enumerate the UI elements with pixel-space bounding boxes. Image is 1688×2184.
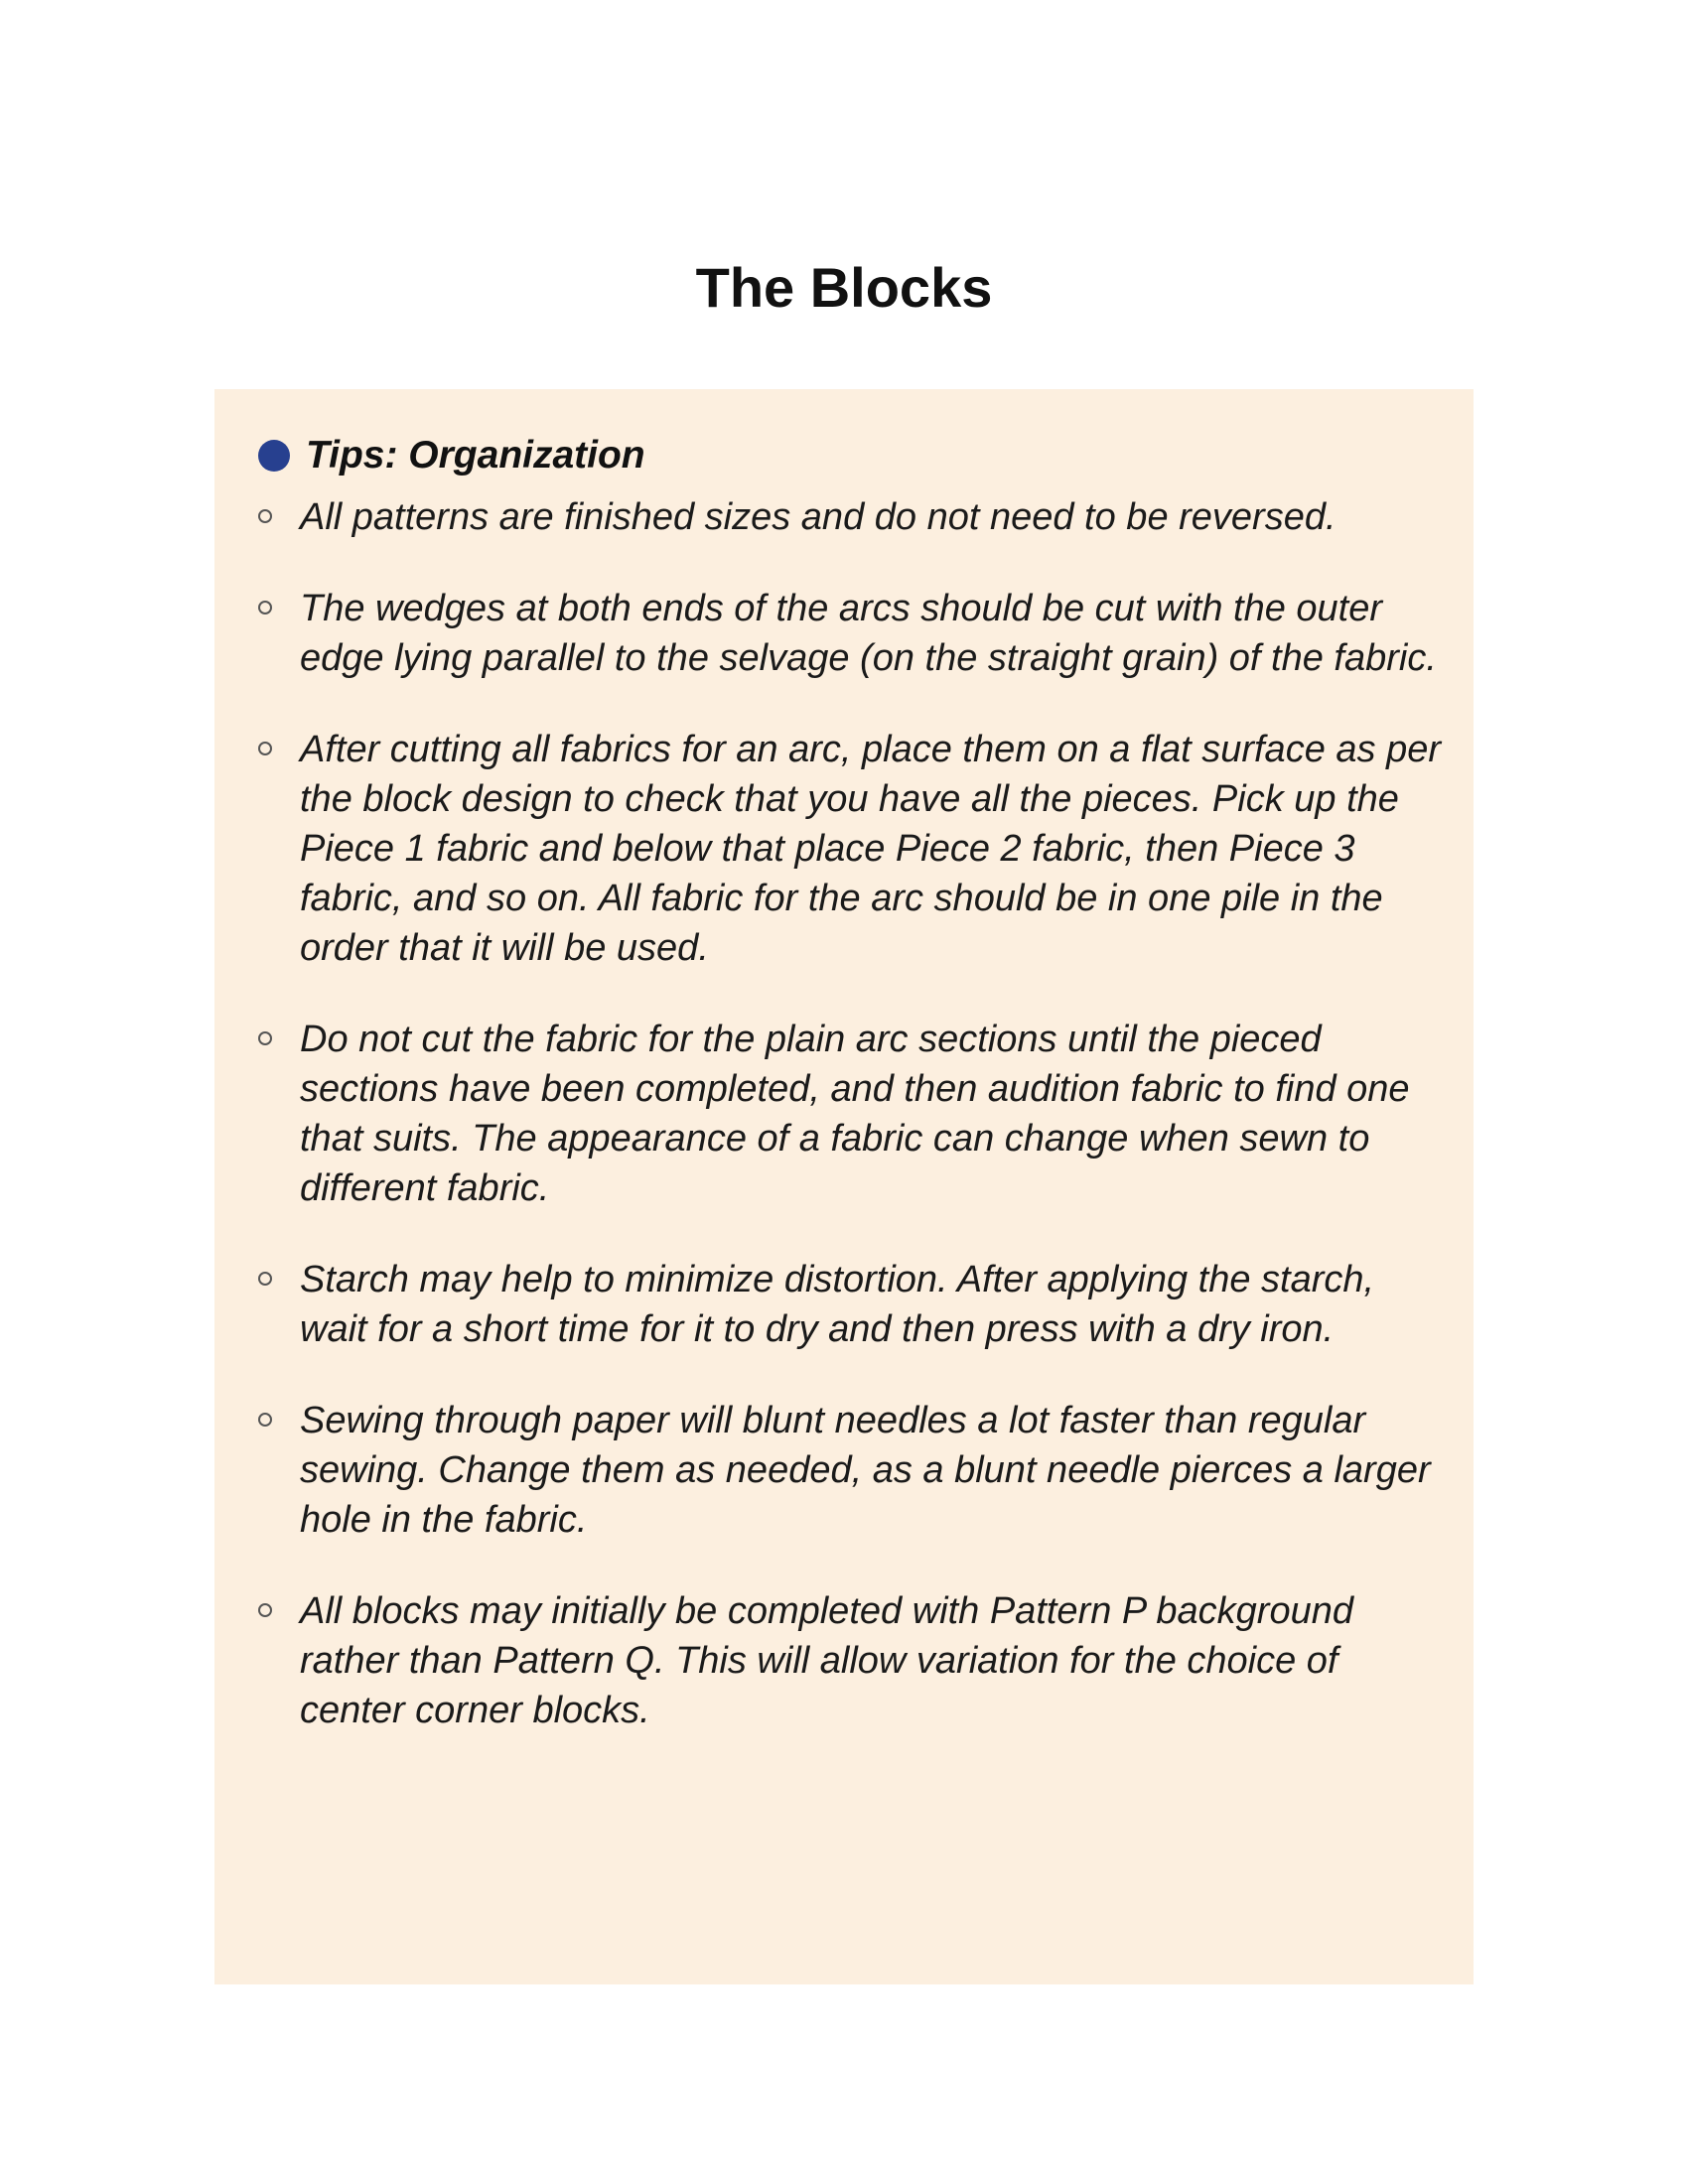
hollow-circle-bullet-icon <box>258 1603 272 1617</box>
tip-item <box>258 1586 1450 1735</box>
tip-item <box>258 1255 1450 1354</box>
tips-list <box>258 492 1450 1777</box>
tip-item <box>258 492 1450 542</box>
tips-heading <box>258 431 645 480</box>
hollow-circle-bullet-icon <box>258 1031 272 1045</box>
filled-circle-bullet-icon <box>258 440 290 472</box>
tip-text: The wedges at both ends of the arcs should be cut with the outer edge lying parallel to the selvage (on the straight grain) of the fabric. <box>300 588 1437 679</box>
page-title: The Blocks <box>695 256 993 319</box>
tips-heading-text: Tips: Organization <box>306 434 645 477</box>
hollow-circle-bullet-icon <box>258 742 272 755</box>
tip-text: Do not cut the fabric for the plain arc sections until the pieced sections have been completed, and then audition fabric to find one that suits. The appearance of a fabric can change when sewn to different fabric. <box>300 1019 1410 1209</box>
tip-item <box>258 725 1450 973</box>
tip-item <box>258 584 1450 683</box>
tip-item <box>258 1015 1450 1213</box>
hollow-circle-bullet-icon <box>258 509 272 523</box>
hollow-circle-bullet-icon <box>258 1413 272 1427</box>
hollow-circle-bullet-icon <box>258 1272 272 1286</box>
tip-text: All patterns are finished sizes and do not need to be reversed. <box>300 496 1336 538</box>
tip-text: All blocks may initially be completed with Pattern P background rather than Pattern Q. This will allow variation for the choice of center corner blocks. <box>300 1590 1353 1731</box>
tip-item <box>258 1396 1450 1545</box>
tip-text: Starch may help to minimize distortion. After applying the starch, wait for a short time for it to dry and then press with a dry iron. <box>300 1259 1375 1350</box>
tip-text: Sewing through paper will blunt needles a lot faster than regular sewing. Change them as needed, as a blunt needle pierces a larger hole in the fabric. <box>300 1400 1431 1541</box>
hollow-circle-bullet-icon <box>258 601 272 614</box>
tip-text: After cutting all fabrics for an arc, place them on a flat surface as per the block design to check that you have all the pieces. Pick up the Piece 1 fabric and below that place Piece 2 fabric, then Piece 3 fabric, and so on. All fabric for the arc should be in one pile in the order that it will be used. <box>300 729 1441 969</box>
tips-panel <box>214 389 1474 1984</box>
